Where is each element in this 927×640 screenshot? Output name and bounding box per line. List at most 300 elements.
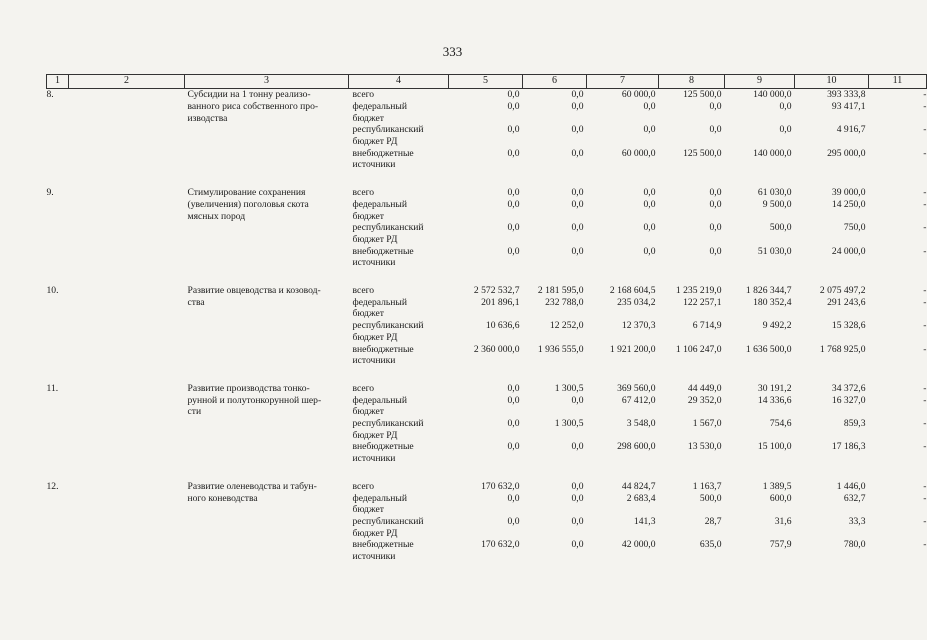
column-11-value: -: [923, 441, 927, 453]
value: 291 243,6: [827, 296, 866, 308]
funding-source-line: республиканский: [352, 222, 424, 234]
funding-source-line: бюджет РД: [352, 429, 398, 441]
value: 0,0: [709, 124, 722, 136]
value-cell: [795, 199, 869, 222]
funding-source-cell: [349, 344, 449, 367]
empty-cell: [69, 383, 185, 465]
funding-source-line: федеральный: [352, 492, 408, 504]
funding-source-line: источники: [352, 355, 396, 367]
column-11-value: -: [923, 515, 927, 527]
column-11-cell: [869, 285, 927, 297]
value-cell: [795, 187, 869, 199]
value: 0,0: [507, 394, 520, 406]
measure-name-line: рунной и полутонкорунной шер-: [187, 394, 322, 406]
value-cell: [795, 320, 869, 343]
value: 235 034,2: [617, 296, 656, 308]
value-cell: [795, 89, 869, 101]
value-cell: [659, 418, 725, 441]
value-cell: [587, 493, 659, 516]
value-cell: [587, 320, 659, 343]
value: 39 000,0: [831, 187, 866, 199]
value: 0,0: [779, 100, 792, 112]
value-cell: [659, 199, 725, 222]
value-cell: [449, 344, 523, 367]
value-cell: [795, 246, 869, 269]
value: 500,0: [699, 492, 722, 504]
value-cell: [725, 395, 795, 418]
column-11-cell: [869, 320, 927, 343]
column-11-value: -: [923, 245, 927, 257]
value: 0,0: [643, 187, 656, 199]
empty-cell: [69, 285, 185, 367]
funding-source-cell: [349, 481, 449, 493]
row-number: 12.: [46, 480, 59, 492]
value-cell: [523, 418, 587, 441]
funding-source-line: источники: [352, 257, 396, 269]
column-11-cell: [869, 383, 927, 395]
row-number: 10.: [46, 285, 59, 297]
funding-source-line: источники: [352, 159, 396, 171]
measure-name-line: сти: [187, 406, 202, 418]
value: 298 600,0: [617, 441, 656, 453]
value: 0,0: [507, 222, 520, 234]
value-cell: [523, 344, 587, 367]
value-cell: [523, 481, 587, 493]
value-cell: [725, 418, 795, 441]
funding-source-line: бюджет: [352, 210, 384, 222]
measure-name-cell: [185, 89, 349, 171]
funding-source-cell: [349, 539, 449, 562]
value: 14 250,0: [831, 198, 866, 210]
column-11-value: -: [923, 285, 927, 297]
value: 0,0: [571, 245, 584, 257]
value-cell: [659, 222, 725, 245]
value-cell: [449, 285, 523, 297]
column-11-cell: [869, 124, 927, 147]
value: 1 300,5: [554, 382, 584, 394]
value-cell: [659, 148, 725, 171]
value-cell: [795, 539, 869, 562]
row-number: 11.: [46, 382, 59, 394]
value-cell: [449, 516, 523, 539]
value-cell: [659, 481, 725, 493]
value: 6 714,9: [692, 320, 722, 332]
measure-name-cell: [185, 383, 349, 465]
funding-source-line: бюджет: [352, 112, 384, 124]
value: 15 100,0: [757, 441, 792, 453]
value: 0,0: [709, 100, 722, 112]
value: 12 370,3: [621, 320, 656, 332]
value: 14 336,6: [757, 394, 792, 406]
funding-source-cell: [349, 418, 449, 441]
funding-source-line: республиканский: [352, 515, 424, 527]
value-cell: [587, 344, 659, 367]
funding-source-cell: [349, 187, 449, 199]
value-cell: [449, 320, 523, 343]
value-cell: [449, 148, 523, 171]
value: 0,0: [709, 198, 722, 210]
column-header: 9: [725, 75, 795, 89]
value: 1 300,5: [554, 418, 584, 430]
value-cell: [523, 297, 587, 320]
measure-name-line: ства: [187, 296, 205, 308]
value: 180 352,4: [753, 296, 792, 308]
measure-name-line: Развитие оленеводства и табун-: [187, 480, 317, 492]
table-row: [47, 285, 927, 297]
value: 0,0: [571, 480, 584, 492]
funding-source-cell: [349, 383, 449, 395]
row-number-cell: [47, 285, 69, 367]
funding-table: [46, 74, 927, 563]
value-cell: [523, 395, 587, 418]
block-spacer: [47, 171, 927, 187]
row-number-cell: [47, 383, 69, 465]
value-cell: [523, 222, 587, 245]
value: 170 632,0: [481, 539, 520, 551]
measure-name-cell: [185, 285, 349, 367]
value: 0,0: [571, 100, 584, 112]
value: 0,0: [643, 124, 656, 136]
funding-source-line: бюджет: [352, 406, 384, 418]
value: 122 257,1: [683, 296, 722, 308]
row-number-cell: [47, 481, 69, 563]
column-11-value: -: [923, 418, 927, 430]
column-11-cell: [869, 101, 927, 124]
value: 0,0: [571, 187, 584, 199]
value-cell: [587, 418, 659, 441]
funding-source-cell: [349, 89, 449, 101]
value: 60 000,0: [621, 89, 656, 101]
value-cell: [659, 383, 725, 395]
column-header: 1: [47, 75, 69, 89]
table-row: [47, 481, 927, 493]
value: 780,0: [843, 539, 866, 551]
value-cell: [523, 516, 587, 539]
column-header: 7: [587, 75, 659, 89]
value: 295 000,0: [827, 147, 866, 159]
value: 125 500,0: [683, 89, 722, 101]
value-cell: [587, 383, 659, 395]
value: 0,0: [709, 187, 722, 199]
value-cell: [795, 148, 869, 171]
funding-source-line: внебюджетные: [352, 245, 414, 257]
value-cell: [795, 481, 869, 493]
value-cell: [725, 297, 795, 320]
funding-source-line: бюджет РД: [352, 233, 398, 245]
value-cell: [795, 383, 869, 395]
column-header: 8: [659, 75, 725, 89]
value: 24 000,0: [831, 245, 866, 257]
funding-source-line: федеральный: [352, 198, 408, 210]
column-11-cell: [869, 395, 927, 418]
value: 0,0: [643, 222, 656, 234]
value-cell: [587, 297, 659, 320]
funding-source-line: внебюджетные: [352, 343, 414, 355]
value: 17 186,3: [831, 441, 866, 453]
value-cell: [523, 148, 587, 171]
value: 0,0: [643, 100, 656, 112]
value: 0,0: [507, 187, 520, 199]
column-header: 11: [869, 75, 927, 89]
funding-source-line: всего: [352, 187, 375, 199]
value-cell: [795, 297, 869, 320]
column-header: 5: [449, 75, 523, 89]
value-cell: [725, 101, 795, 124]
funding-source-line: источники: [352, 453, 396, 465]
value-cell: [523, 493, 587, 516]
value-cell: [523, 383, 587, 395]
value-cell: [659, 395, 725, 418]
value-cell: [449, 418, 523, 441]
funding-source-cell: [349, 199, 449, 222]
funding-source-line: федеральный: [352, 394, 408, 406]
column-11-value: -: [923, 147, 927, 159]
value: 0,0: [507, 382, 520, 394]
column-11-value: -: [923, 539, 927, 551]
value-cell: [659, 124, 725, 147]
column-11-cell: [869, 441, 927, 464]
value-cell: [523, 124, 587, 147]
value-cell: [449, 395, 523, 418]
spacer-cell: [47, 367, 927, 383]
column-11-value: -: [923, 320, 927, 332]
value: 0,0: [507, 198, 520, 210]
value: 0,0: [571, 198, 584, 210]
value: 61 030,0: [757, 187, 792, 199]
value: 0,0: [507, 441, 520, 453]
value-cell: [523, 285, 587, 297]
value: 9 492,2: [762, 320, 792, 332]
value: 60 000,0: [621, 147, 656, 159]
value-cell: [449, 493, 523, 516]
funding-source-line: внебюджетные: [352, 539, 414, 551]
value: 0,0: [571, 539, 584, 551]
value-cell: [659, 187, 725, 199]
funding-source-line: федеральный: [352, 296, 408, 308]
value-cell: [449, 539, 523, 562]
value-cell: [587, 187, 659, 199]
funding-source-line: федеральный: [352, 100, 408, 112]
value-cell: [795, 493, 869, 516]
measure-name-line: мясных пород: [187, 210, 246, 222]
funding-source-line: бюджет РД: [352, 527, 398, 539]
value-cell: [449, 297, 523, 320]
value-cell: [587, 285, 659, 297]
value-cell: [587, 124, 659, 147]
table-body: [47, 89, 927, 563]
value: 1 163,7: [692, 480, 722, 492]
value: 0,0: [571, 492, 584, 504]
column-11-value: -: [923, 198, 927, 210]
value-cell: [587, 222, 659, 245]
value: 1 567,0: [692, 418, 722, 430]
table-row: [47, 187, 927, 199]
row-number: 9.: [46, 187, 54, 199]
table-row: [47, 383, 927, 395]
column-11-value: -: [923, 394, 927, 406]
column-11-cell: [869, 516, 927, 539]
value: 0,0: [779, 124, 792, 136]
value: 170 632,0: [481, 480, 520, 492]
value: 0,0: [571, 147, 584, 159]
value-cell: [587, 148, 659, 171]
column-11-value: -: [923, 382, 927, 394]
column-header: 2: [69, 75, 185, 89]
value: 369 560,0: [617, 382, 656, 394]
column-11-cell: [869, 246, 927, 269]
measure-name-line: Развитие овцеводства и козовод-: [187, 285, 321, 297]
funding-source-cell: [349, 493, 449, 516]
value-cell: [449, 481, 523, 493]
value-cell: [725, 222, 795, 245]
value-cell: [523, 320, 587, 343]
column-11-cell: [869, 481, 927, 493]
measure-name-line: Субсидии на 1 тонну реализо-: [187, 89, 311, 101]
value: 29 352,0: [687, 394, 722, 406]
value-cell: [725, 89, 795, 101]
value-cell: [523, 539, 587, 562]
funding-source-cell: [349, 148, 449, 171]
value: 2 572 532,7: [473, 285, 520, 297]
value: 1 921 200,0: [609, 343, 656, 355]
column-11-value: -: [923, 124, 927, 136]
value-cell: [795, 101, 869, 124]
value: 93 417,1: [831, 100, 866, 112]
value: 42 000,0: [621, 539, 656, 551]
measure-name-line: (увеличения) поголовья скота: [187, 198, 309, 210]
funding-table-wrapper: [46, 74, 927, 563]
value: 1 826 344,7: [745, 285, 792, 297]
funding-source-line: источники: [352, 551, 396, 563]
value: 0,0: [571, 124, 584, 136]
value-cell: [587, 481, 659, 493]
column-11-value: -: [923, 343, 927, 355]
spacer-cell: [47, 465, 927, 481]
value-cell: [725, 187, 795, 199]
column-number-row: [47, 75, 927, 89]
value-cell: [587, 101, 659, 124]
value: 0,0: [507, 245, 520, 257]
value-cell: [659, 101, 725, 124]
funding-source-line: бюджет: [352, 308, 384, 320]
column-11-value: -: [923, 100, 927, 112]
value-cell: [725, 344, 795, 367]
funding-source-line: республиканский: [352, 418, 424, 430]
row-number-cell: [47, 89, 69, 171]
value: 0,0: [507, 418, 520, 430]
funding-source-cell: [349, 246, 449, 269]
value: 757,9: [769, 539, 792, 551]
column-header: 3: [185, 75, 349, 89]
column-11-value: -: [923, 296, 927, 308]
value-cell: [795, 222, 869, 245]
value: 1 636 500,0: [745, 343, 792, 355]
value: 0,0: [571, 515, 584, 527]
value: 31,6: [774, 515, 792, 527]
value: 9 500,0: [762, 198, 792, 210]
funding-source-cell: [349, 124, 449, 147]
value: 0,0: [571, 89, 584, 101]
funding-source-line: всего: [352, 89, 375, 101]
value: 750,0: [843, 222, 866, 234]
value-cell: [587, 441, 659, 464]
funding-source-line: бюджет РД: [352, 136, 398, 147]
funding-source-cell: [349, 285, 449, 297]
value: 140 000,0: [753, 147, 792, 159]
funding-source-cell: [349, 320, 449, 343]
value-cell: [449, 101, 523, 124]
funding-source-line: всего: [352, 382, 375, 394]
value: 1 446,0: [836, 480, 866, 492]
value-cell: [795, 516, 869, 539]
value: 140 000,0: [753, 89, 792, 101]
funding-source-line: всего: [352, 285, 375, 297]
value-cell: [725, 481, 795, 493]
value: 0,0: [571, 222, 584, 234]
value: 51 030,0: [757, 245, 792, 257]
value: 201 896,1: [481, 296, 520, 308]
value: 393 333,8: [827, 89, 866, 101]
value-cell: [587, 539, 659, 562]
value: 232 788,0: [545, 296, 584, 308]
value-cell: [725, 246, 795, 269]
value: 2 075 497,2: [819, 285, 866, 297]
measure-name-line: Развитие производства тонко-: [187, 382, 310, 394]
value-cell: [523, 246, 587, 269]
funding-source-line: республиканский: [352, 320, 424, 332]
value: 1 235 219,0: [675, 285, 722, 297]
value-cell: [523, 187, 587, 199]
column-header: 4: [349, 75, 449, 89]
column-header: 10: [795, 75, 869, 89]
funding-source-line: бюджет: [352, 504, 384, 516]
block-spacer: [47, 269, 927, 285]
value-cell: [449, 441, 523, 464]
value-cell: [449, 187, 523, 199]
value-cell: [449, 199, 523, 222]
value-cell: [725, 441, 795, 464]
value: 0,0: [507, 100, 520, 112]
value: 0,0: [571, 441, 584, 453]
row-number-cell: [47, 187, 69, 269]
measure-name-cell: [185, 187, 349, 269]
value-cell: [659, 297, 725, 320]
value-cell: [659, 320, 725, 343]
value-cell: [725, 539, 795, 562]
column-11-value: -: [923, 492, 927, 504]
column-11-cell: [869, 344, 927, 367]
value-cell: [725, 285, 795, 297]
empty-cell: [69, 187, 185, 269]
value-cell: [449, 246, 523, 269]
value: 13 530,0: [687, 441, 722, 453]
value-cell: [659, 539, 725, 562]
funding-source-line: внебюджетные: [352, 147, 414, 159]
value: 67 412,0: [621, 394, 656, 406]
value-cell: [523, 101, 587, 124]
column-11-cell: [869, 89, 927, 101]
value-cell: [523, 199, 587, 222]
value-cell: [725, 383, 795, 395]
value-cell: [449, 124, 523, 147]
column-11-cell: [869, 297, 927, 320]
value: 0,0: [507, 124, 520, 136]
value: 30 191,2: [757, 382, 792, 394]
value-cell: [795, 441, 869, 464]
value: 632,7: [843, 492, 866, 504]
column-11-cell: [869, 199, 927, 222]
value-cell: [659, 441, 725, 464]
